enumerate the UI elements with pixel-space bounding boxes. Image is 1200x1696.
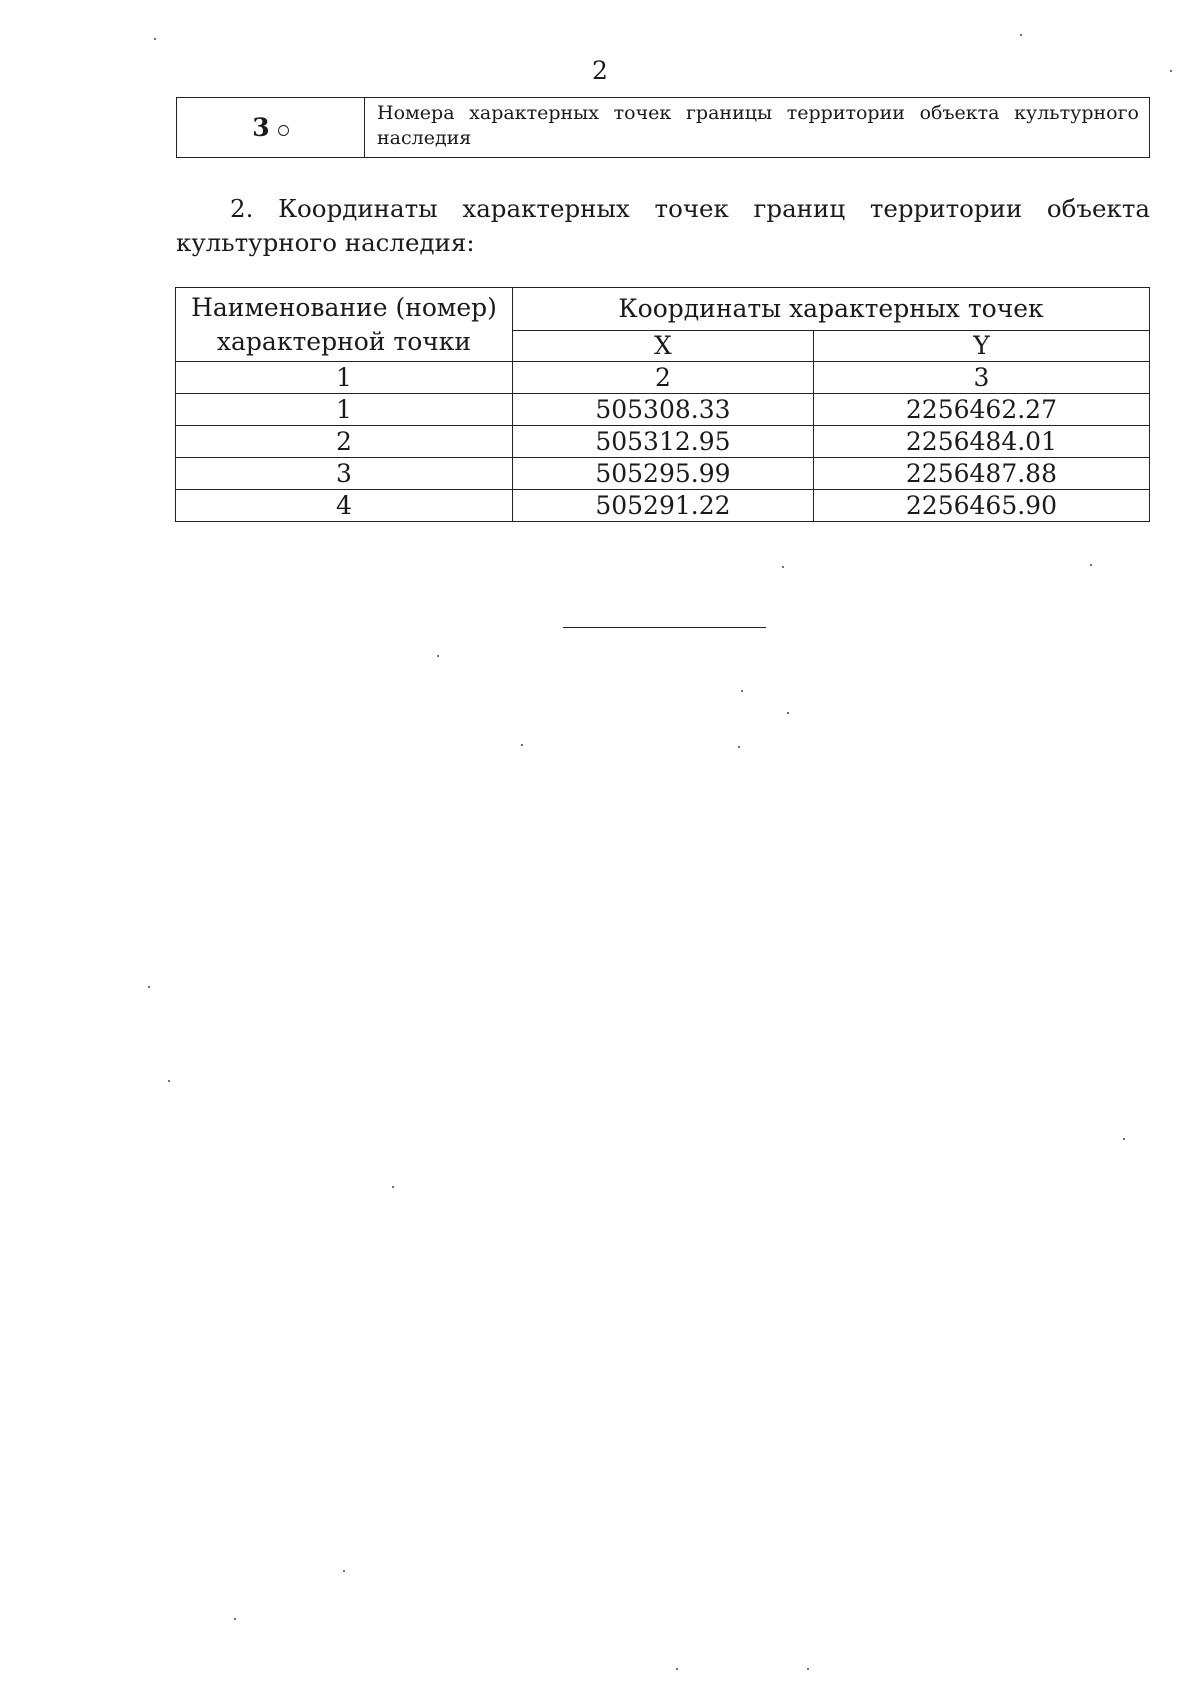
point-number: 3 [176,458,513,490]
end-of-document-rule [563,627,766,628]
legend-symbol-cell [177,98,365,157]
scan-speck [738,746,740,748]
scan-speck [343,1570,345,1572]
table-header-row [176,288,1150,331]
coord-x: 505312.95 [513,426,814,458]
header-y: Y [813,331,1149,362]
table-row [176,426,1150,458]
header-coordinates: Координаты характерных точек [513,288,1150,331]
boundary-point-circle-icon [278,125,289,136]
coord-y: 2256462.27 [813,394,1149,426]
table-row [176,394,1150,426]
coord-y: 2256465.90 [813,490,1149,522]
scan-speck [392,1186,394,1188]
scan-speck [1090,564,1092,566]
header-x: X [513,331,814,362]
scan-speck [1170,70,1172,72]
legend-symbol-number: 3 [252,113,270,142]
scan-speck [521,744,523,746]
coord-y: 2256484.01 [813,426,1149,458]
scan-speck [154,38,156,40]
coord-x: 505295.99 [513,458,814,490]
scan-speck [168,1080,170,1082]
scan-speck [676,1668,678,1670]
scan-speck [782,566,784,568]
point-number: 4 [176,490,513,522]
point-number: 2 [176,426,513,458]
scan-speck [148,986,150,988]
column-number: 3 [813,362,1149,394]
section-paragraph: 2. Координаты характерных точек границ территории объекта культурного наследия: [176,194,1150,257]
column-number: 2 [513,362,814,394]
scan-speck [741,690,743,692]
column-number-row [176,362,1150,394]
table-row [176,458,1150,490]
scan-speck [437,655,439,657]
scan-speck [1020,34,1022,36]
header-point-name: Наименование (номер) характерной точки [176,288,513,362]
scan-speck [807,1668,809,1670]
scan-speck [787,712,789,714]
coord-x: 505291.22 [513,490,814,522]
coord-x: 505308.33 [513,394,814,426]
point-number: 1 [176,394,513,426]
legend-table [176,97,1150,158]
table-row [176,490,1150,522]
scan-speck [1123,1138,1125,1140]
scan-speck [234,1618,236,1620]
coord-y: 2256487.88 [813,458,1149,490]
column-number: 1 [176,362,513,394]
legend-description: Номера характерных точек границы территории объекта культурного наследия [377,102,1139,149]
page-number: 2 [592,56,608,85]
coordinates-table [175,287,1150,522]
